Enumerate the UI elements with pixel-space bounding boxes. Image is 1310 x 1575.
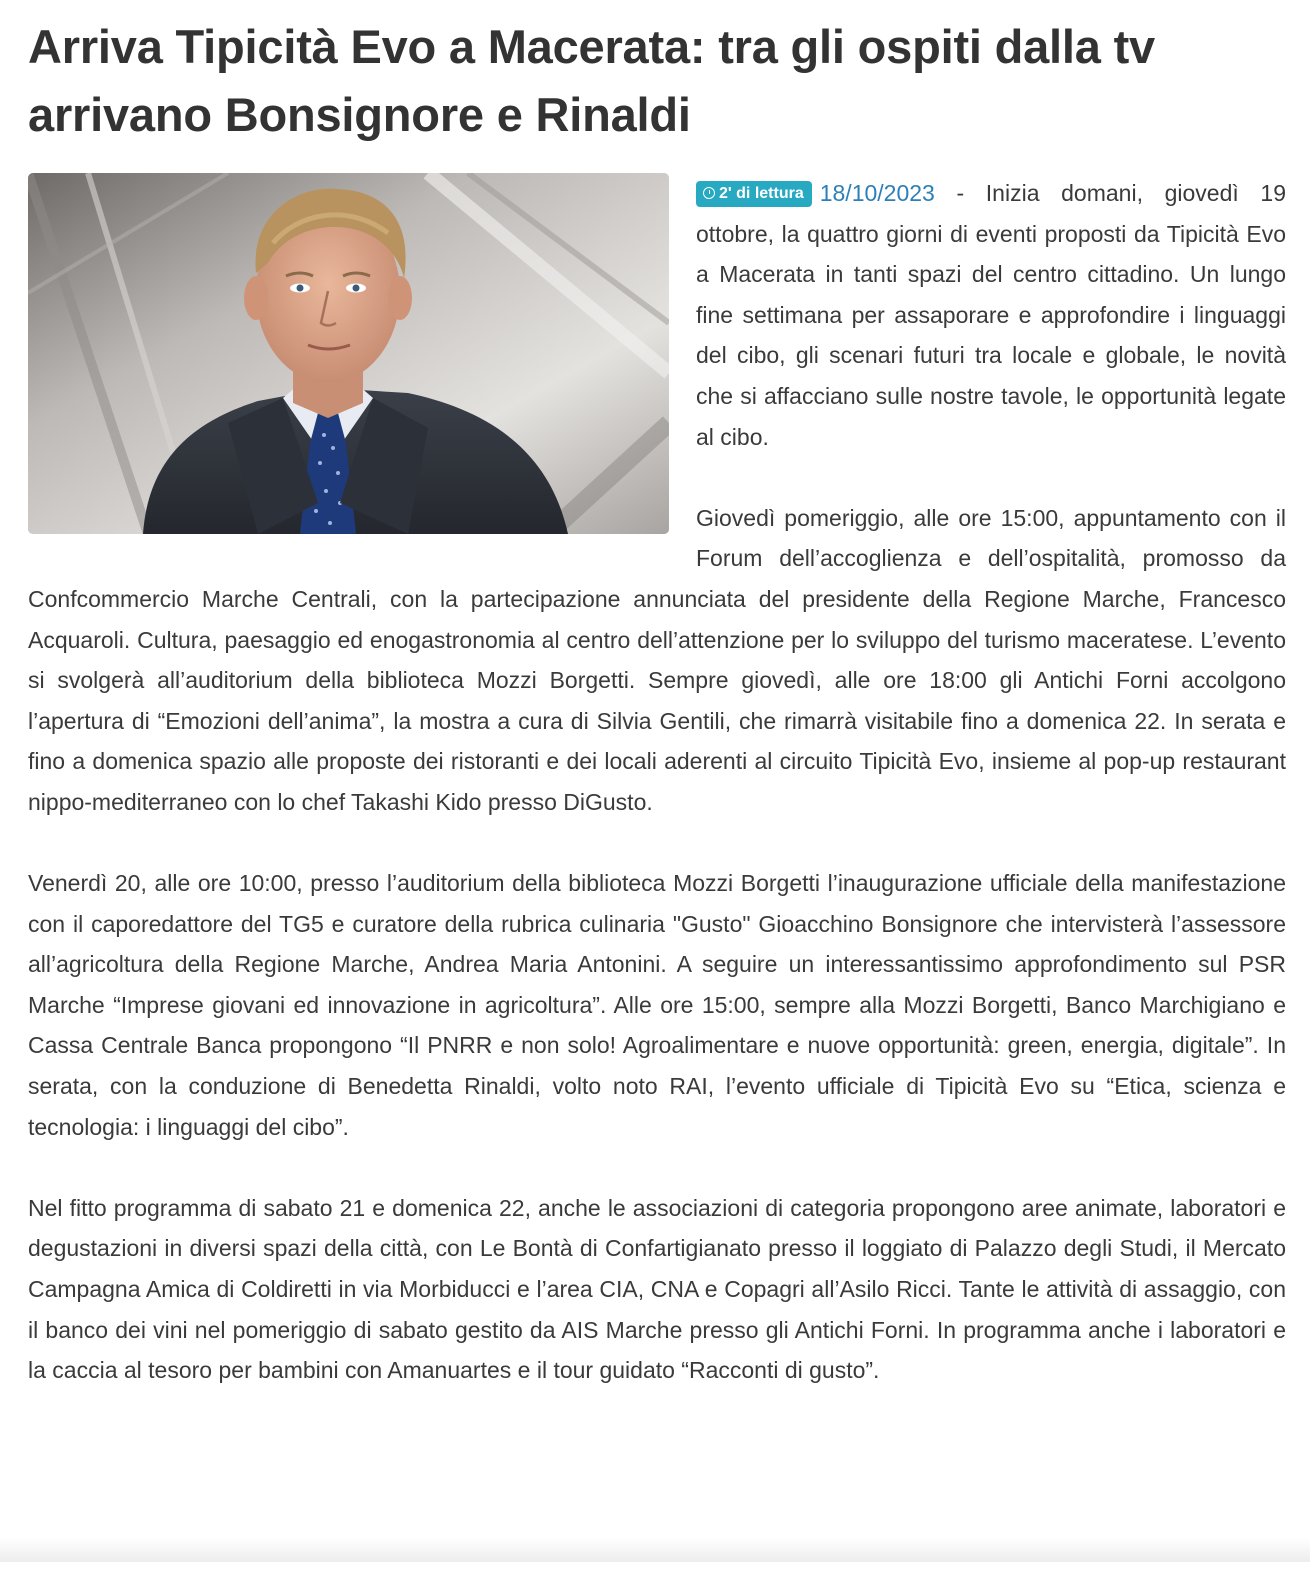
bottom-scroll-shadow — [0, 1538, 1310, 1562]
date-separator: - — [934, 180, 986, 206]
article-paragraph-text: Inizia domani, giovedì 19 ottobre, la quattro giorni di eventi proposti da Tipicità Evo a Macerata in tanti spazi del centro cittadino. Un lungo fine settimana per assaporare e approfondire i linguaggi del cibo, gli scenari futuri tra locale e globale, le novità che si affacciano sulle nostre tavole, le opportunità legate al cibo. — [696, 180, 1286, 450]
article-paragraph: Nel fitto programma di sabato 21 e domenica 22, anche le associazioni di categoria propongono aree animate, laboratori e degustazioni in diversi spazi della città, con Le Bontà di Confartigianato presso il loggiato di Palazzo degli Studi, il Mercato Campagna Amica di Coldiretti in via Morbiducci e l’area CIA, CNA e Copagri all’Asilo Ricci. Tante le attività di assaggio, con il banco dei vini nel pomeriggio di sabato gestito da AIS Marche presso gli Antichi Forni. In programma anche i laboratori e la caccia al tesoro per bambini con Amanuartes e il tour guidato “Racconti di gusto”. — [28, 1194, 1286, 1384]
article-photo[interactable] — [28, 173, 669, 534]
article-paragraph: Giovedì pomeriggio, alle ore 15:00, appuntamento con il Forum dell’accoglienza e dell’ospitalità, promosso da Confcommercio Marche Centrali, con la partecipazione annunciata del presidente della Regione Marche, Francesco Acquaroli. Cultura, paesaggio ed enogastronomia al centro dell’attenzione per lo sviluppo del turismo maceratese. L’evento si svolgerà all’auditorium della biblioteca Mozzi Borgetti. Sempre giovedì, alle ore 18:00 gli Antichi Forni accolgono l’apertura di “Emozioni dell’anima”, la mostra a cura di Silvia Gentili, che rimarrà visitabile fino a domenica 22. In serata e fino a domenica spazio alle proposte dei ristoranti e dei locali aderenti al circuito Tipicità Evo, insieme al pop-up restaurant nippo-mediterraneo con lo chef Takashi Kido presso DiGusto. — [28, 504, 1286, 815]
article-paragraph: Venerdì 20, alle ore 10:00, presso l’auditorium della biblioteca Mozzi Borgetti l’inaugurazione ufficiale della manifestazione con il caporedattore del TG5 e curatore della rubrica culinaria "Gusto" Gioacchino Bonsignore che intervisterà l’assessore all’agricoltura della Regione Marche, Andrea Maria Antonini. A seguire un interessantissimo approfondimento sul PSR Marche “Imprese giovani ed innovazione in agricoltura”. Alle ore 15:00, sempre alla Mozzi Borgetti, Banco Marchigiano e Cassa Centrale Banca propongono “Il PNRR e non solo! Agroalimentare e nuove opportunità: green, energia, digitale”. In serata, con la conduzione di Benedetta Rinaldi, volto noto RAI, l’evento ufficiale di Tipicità Evo su “Etica, scienza e tecnologia: i linguaggi del cibo”. — [28, 870, 1286, 1140]
reading-time-label: 2' di lettura — [719, 185, 804, 202]
article-title: Arriva Tipicità Evo a Macerata: tra gli ospiti dalla tv arrivano Bonsignore e Rinaldi — [28, 20, 1155, 141]
article — [28, 13, 1286, 1391]
article-body — [28, 173, 1286, 1391]
reading-time-badge — [696, 181, 812, 207]
portrait-image — [28, 173, 669, 534]
article-date-link[interactable]: 18/10/2023 — [819, 180, 935, 206]
clock-icon — [703, 187, 715, 199]
